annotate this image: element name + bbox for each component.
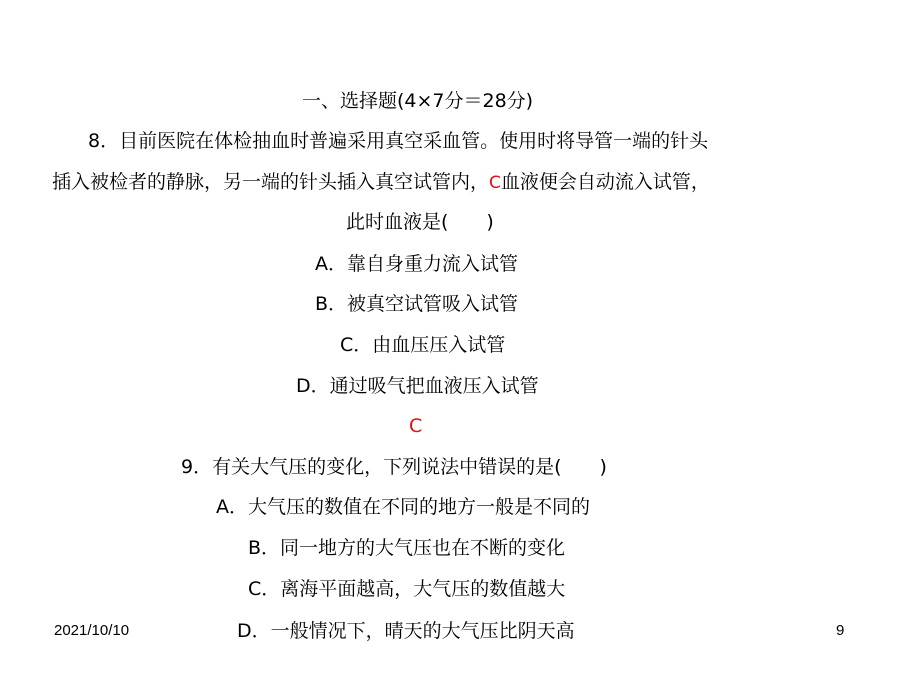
q8-inline-answer: C: [489, 173, 501, 193]
q8-stem-line1: 8．目前医院在体检抽血时普遍采用真空采血管。使用时将导管一端的针头: [88, 130, 709, 152]
q8-option-b: B．被真空试管吸入试管: [315, 293, 519, 315]
footer-date: 2021/10/10: [54, 622, 130, 639]
q9-option-c: C．离海平面越高，大气压的数值越大: [248, 578, 566, 600]
q8-option-c: C．由血压压入试管: [340, 334, 506, 356]
q8-option-d: D．通过吸气把血液压入试管: [296, 375, 539, 397]
q9-option-b: B．同一地方的大气压也在不断的变化: [248, 537, 566, 559]
q8-option-a: A．靠自身重力流入试管: [315, 253, 518, 275]
footer-page-number: 9: [836, 622, 845, 639]
q9-option-a: A．大气压的数值在不同的地方一般是不同的: [216, 496, 590, 518]
q8-stem-line2: [52, 170, 710, 195]
q9-option-d: D．一般情况下，晴天的大气压比阴天高: [237, 620, 575, 642]
section-title: 一、选择题(4×7分＝28分): [302, 90, 534, 112]
q8-answer: C: [409, 415, 423, 437]
q9-stem: 9．有关大气压的变化，下列说法中错误的是( ): [181, 456, 607, 478]
q8-stem-line2-part2: 血液便会自动流入试管，: [500, 171, 710, 193]
q8-stem-line3: 此时血液是( ): [346, 211, 494, 233]
q8-stem-line2-part1: 插入被检者的静脉，另一端的针头插入真空试管内，: [52, 171, 490, 193]
